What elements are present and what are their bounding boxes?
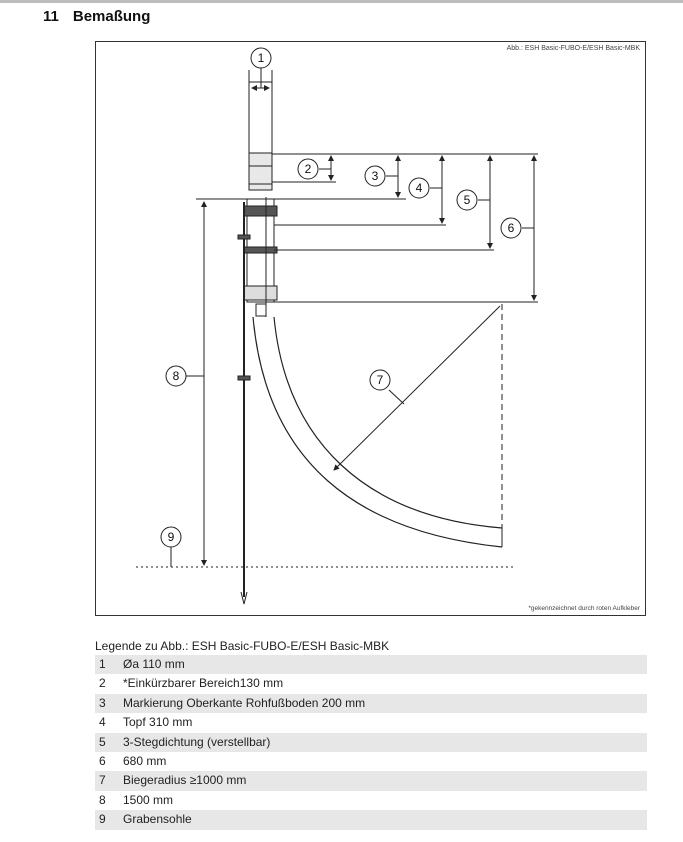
bent-pipe-inner bbox=[274, 317, 502, 528]
legend-table bbox=[95, 637, 647, 830]
callout-7-label: 7 bbox=[376, 373, 384, 387]
legend-text: 1500 mm bbox=[123, 792, 174, 807]
legend-text: *Einkürzbarer Bereich130 mm bbox=[123, 676, 284, 691]
legend-number: 5 bbox=[99, 734, 106, 749]
callout-4-label: 4 bbox=[415, 181, 423, 195]
top-rule bbox=[0, 0, 683, 3]
legend-row bbox=[95, 771, 647, 790]
callout-8-label: 8 bbox=[172, 369, 180, 383]
legend-number: 9 bbox=[99, 812, 106, 827]
figure-caption: Abb.: ESH Basic-FUBO-E/ESH Basic-MBK bbox=[506, 45, 640, 52]
legend-text: 3-Stegdichtung (verstellbar) bbox=[123, 734, 271, 749]
section-title: Bemaßung bbox=[72, 8, 151, 25]
dimension-drawing bbox=[95, 41, 646, 616]
pipe-head bbox=[249, 82, 272, 153]
callout-5-label: 5 bbox=[463, 193, 471, 207]
section-number: 11 bbox=[43, 8, 59, 25]
legend-row bbox=[95, 655, 647, 674]
legend-text: Grabensohle bbox=[123, 812, 192, 827]
section-heading bbox=[43, 8, 150, 25]
legend-row bbox=[95, 694, 647, 713]
legend-text: Topf 310 mm bbox=[123, 715, 193, 730]
radius-dimension bbox=[334, 306, 500, 470]
legend-text: Biegeradius ≥1000 mm bbox=[123, 773, 247, 788]
legend-text: Markierung Oberkante Rohfußboden 200 mm bbox=[123, 695, 366, 710]
legend-number: 4 bbox=[99, 715, 106, 730]
legend-number: 2 bbox=[99, 676, 106, 691]
legend-row bbox=[95, 713, 647, 732]
legend-row bbox=[95, 733, 647, 752]
callout-1-label: 1 bbox=[257, 51, 265, 65]
figure-footnote: *gekennzeichnet durch roten Aufkleber bbox=[528, 605, 640, 612]
legend-number: 7 bbox=[99, 773, 106, 788]
legend-number: 3 bbox=[99, 695, 106, 710]
legend-row bbox=[95, 752, 647, 771]
legend-number: 1 bbox=[99, 657, 106, 671]
legend-text: 680 mm bbox=[123, 753, 167, 768]
seal-ring bbox=[244, 206, 277, 216]
legend-text: Øa 110 mm bbox=[123, 657, 185, 671]
callout-2-label: 2 bbox=[304, 162, 312, 176]
callout-6-label: 6 bbox=[507, 221, 515, 235]
callout-9-label: 9 bbox=[167, 530, 175, 544]
drawing-canvas bbox=[96, 42, 647, 617]
callout-3-label: 3 bbox=[371, 169, 379, 183]
legend-row bbox=[95, 674, 647, 693]
legend-row bbox=[95, 791, 647, 810]
legend-number: 8 bbox=[99, 792, 106, 807]
bent-pipe-outer bbox=[253, 317, 502, 547]
legend-row bbox=[95, 810, 647, 829]
legend-title: Legende zu Abb.: ESH Basic-FUBO-E/ESH Basic-MBK bbox=[95, 639, 390, 653]
legend-number: 6 bbox=[99, 753, 106, 768]
